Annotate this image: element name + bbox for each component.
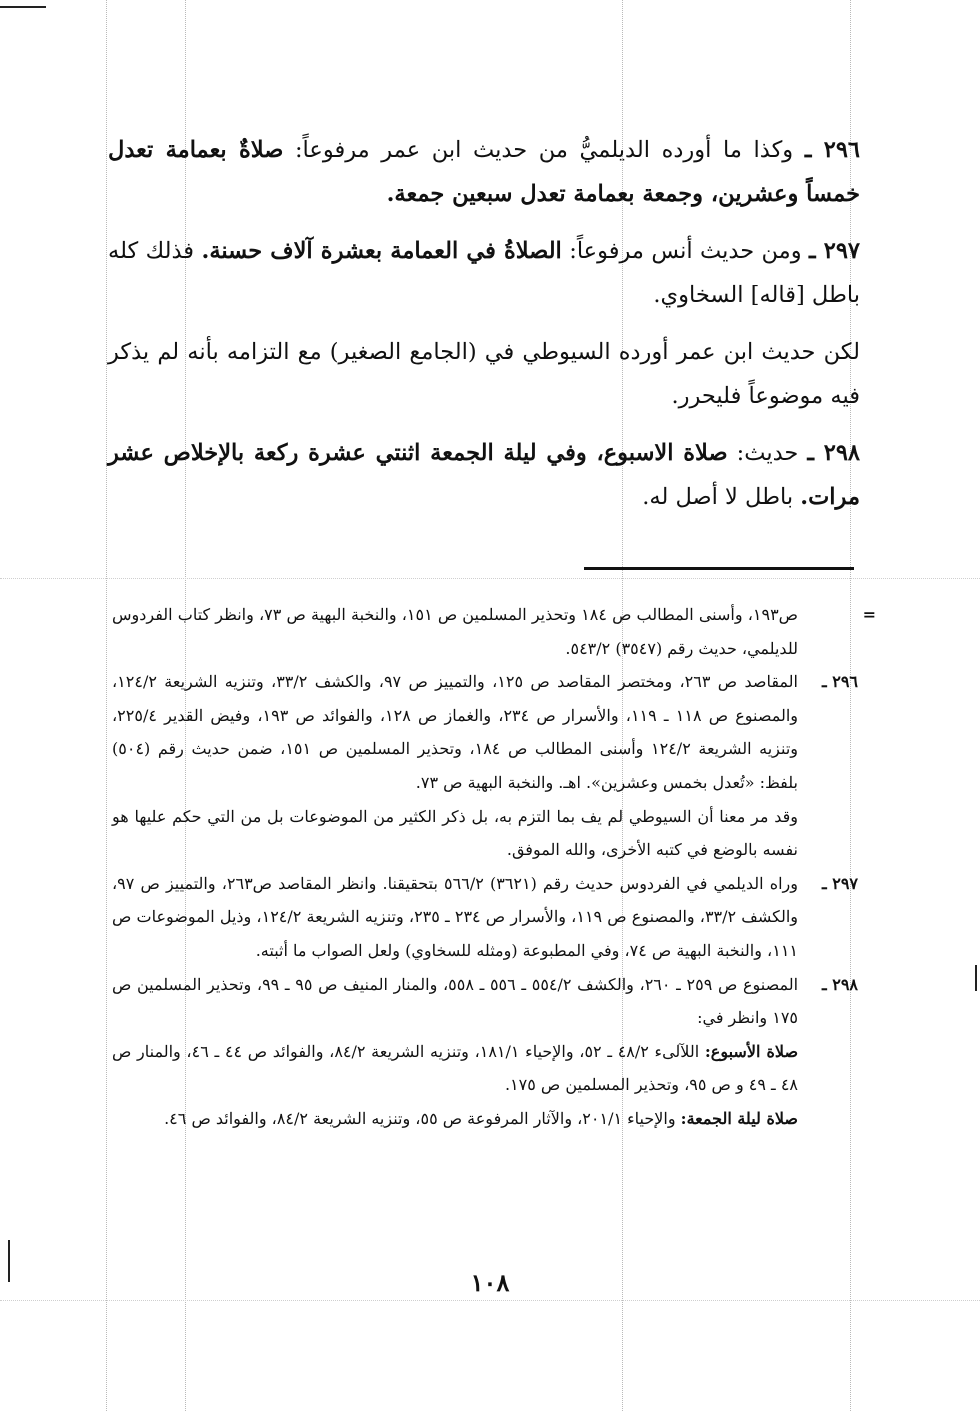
hadith-verdict: فذلك كله باطل [قاله] السخاوي. (108, 238, 860, 308)
editor-note: لكن حديث ابن عمر أورده السيوطي في (الجامع الصغير) مع التزامه بأنه لم يذكر فيه موضوعاً فليحرر. (108, 339, 860, 409)
guide-line (106, 0, 107, 1411)
scan-margin-mark (8, 1240, 10, 1282)
hadith-number: ٢٩٦ ـ (804, 137, 860, 163)
footnote-separator (584, 567, 854, 570)
footnote-text: والإحياء ٢٠١/١، والآثار المرفوعة ص ٥٥، وتنزيه الشريعة ٨٤/٢، والفوائد ص ٤٦. (164, 1108, 676, 1128)
scan-edge-mark (975, 965, 977, 991)
hadith-intro: ومن حديث أنس مرفوعاً: (569, 238, 802, 264)
footnote-297 (112, 867, 858, 968)
footnote-continued (112, 598, 876, 665)
footnote-text: اللآلىء ٤٨/٢ ـ ٥٢، والإحياء ١٨١/١، وتنزيه الشريعة ٨٤/٢، والفوائد ص ٤٤ ـ ٤٦، والمنار ص ٤٨ ـ ٤٩ و ص ٩٥، وتحذير المسلمين ص ١٧٥. (112, 1041, 798, 1095)
hadith-298 (108, 431, 860, 519)
hadith-text: الصلاةُ في العمامة بعشرة آلاف حسنة. (201, 238, 562, 264)
footnote-number: ٢٩٨ ـ (821, 974, 858, 994)
footnote-text: المصنوع ص ٢٥٩ ـ ٢٦٠، والكشف ٥٥٤/٢ ـ ٥٥٦ ـ ٥٥٨، والمنار المنيف ص ٩٥ ـ ٩٩، وتحذير المسلمين ص ١٧٥ وانظر في: (112, 974, 799, 1028)
scan-corner-mark (0, 6, 46, 8)
footnote-number: ٢٩٦ ـ (821, 672, 858, 692)
footnote-text: ص١٩٣، وأسنى المطالب ص ١٨٤ وتحذير المسلمين ص ١٥١، والنخبة البهية ص ٧٣، وانظر كتاب الفردوس للديلمي، حديث رقم (٣٥٤٧) ٥٤٣/٢. (112, 605, 799, 658)
sub-heading: صلاة الأسبوع: (704, 1041, 799, 1061)
hadith-intro: وكذا ما أورده الديلميُّ من حديث ابن عمر مرفوعاً: (294, 137, 794, 163)
hadith-text: صلاةٌ بعمامة تعدل خمساً وعشرين، وجمعة بعمامة تعدل سبعين جمعة. (108, 137, 860, 207)
guide-line (0, 1300, 980, 1301)
hadith-intro: حديث: (736, 440, 799, 466)
footnote-296-remark: وقد مر معنا أن السيوطي لم يف بما التزم به، بل ذكر الكثير من الموضوعات بل من التي حكم عليها هو نفسه بالوضع في كتبه الأخرى، والله الموفق. (112, 806, 798, 860)
sub-heading: صلاة ليلة الجمعة: (680, 1108, 798, 1128)
page-number: ١٠٨ (470, 1268, 510, 1297)
hadith-297 (108, 229, 860, 317)
hadith-verdict: باطل لا أصل له. (642, 484, 794, 510)
footnote-296 (112, 665, 858, 799)
footnote-298-friday-night-prayer (112, 1102, 858, 1136)
footnote-number: ٢٩٧ ـ (821, 873, 858, 893)
footnote-text: المقاصد ص ٢٦٣، ومختصر المقاصد ص ١٢٥، والتمييز ص ٩٧، والكشف ٣٣/٢، وتنزيه الشريعة ١٢٤/٢، والمصنوع ص ١١٨ ـ ١١٩، والأسرار ص ٢٣٤، والغماز ص ١٢٨، والفوائد ص ١٩٣، وفيض القدير ٢٢٥/٤، وتنزيه الشريعة ١٢٤/٢ وأسنى المطالب ص ١٨٤، وتحذير المسلمين ص ١٥١، ضمن حديث رقم (٥٠٤) بلفظ: «تُعدل بخمس وعشرين». اهـ. والنخبة البهية ص ٧٣. (112, 672, 799, 792)
footnote-298 (112, 968, 858, 1035)
footnotes (112, 598, 876, 1136)
hadith-296 (108, 128, 860, 216)
continuation-marker: = (862, 605, 876, 624)
main-text (108, 128, 860, 532)
footnote-text: وراه الديلمي في الفردوس حديث رقم (٣٦٢١) ٥٦٦/٢ بتحقيقنا. وانظر المقاصد ص٢٦٣، والتمييز ص ٩٧، والكشف ٣٣/٢، والمصنوع ص ١١٩، والأسرار ص ٢٣٤ ـ ٢٣٥، وتنزيه الشريعة ١٢٤/٢، وذيل الموضوعات ص ١١١، والنخبة البهية ص ٧٤، وفي المطبوعة (ومثله للسخاوي) ولعل الصواب ما أثبته. (112, 873, 799, 960)
hadith-number: ٢٩٧ ـ (809, 238, 860, 264)
footnote-298-week-prayer (112, 1035, 858, 1102)
guide-line (0, 578, 980, 579)
hadith-text: صلاة الاسبوع، وفي ليلة الجمعة اثنتي عشرة ركعة بالإخلاص عشر مرات. (108, 440, 860, 510)
hadith-number: ٢٩٨ ـ (807, 440, 861, 466)
